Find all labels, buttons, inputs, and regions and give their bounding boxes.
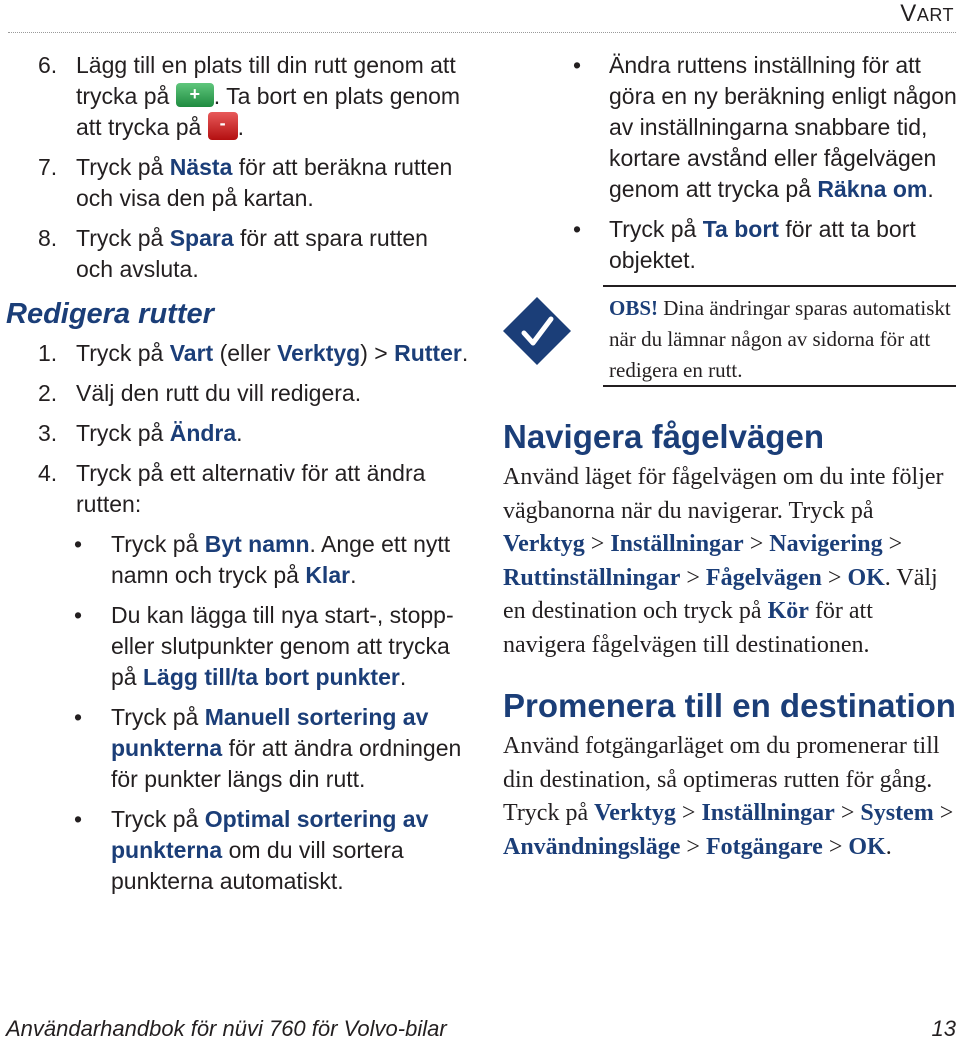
bullet-add-remove-points: • Du kan lägga till nya start-, stopp- eller slutpunkter genom att trycka på Lägg till/ta bort punkter. — [74, 602, 454, 690]
bullet-icon: • — [573, 216, 582, 242]
step-7: 7. Tryck på Nästa för att beräkna rutten och visa den på kartan. — [38, 154, 453, 211]
paragraph-off-road: Använd läget för fågelvägen om du inte följer vägbanorna när du navigerar. Tryck på Verktyg > Inställningar > Navigering > Ruttinställningar > Fågelvägen > OK. Välj en destination och tryck på Kör för att navigera fågelvägen till destinationen. — [503, 464, 944, 658]
bullet-icon: • — [74, 704, 83, 730]
bullet-rename: • Tryck på Byt namn. Ange ett nytt namn och tryck på Klar. — [74, 531, 451, 588]
bullet-icon: • — [74, 806, 83, 832]
bullet-manual-sort: • Tryck på Manuell sortering av punkterna för att ändra ordningen för punkter längs din rutt. — [74, 704, 462, 792]
footer-title: Användarhandbok för nüvi 760 för Volvo-bilar — [6, 1016, 447, 1041]
edit-step-2: 2. Välj den rutt du vill redigera. — [38, 380, 362, 406]
note-rule-top — [603, 285, 956, 287]
right-column — [503, 50, 958, 864]
add-point-icon: + — [176, 83, 214, 107]
note-text: OBS! Dina ändringar sparas automatiskt när du lämnar någon av sidorna för att redigera en rutt. — [609, 296, 951, 382]
note-box — [503, 285, 958, 389]
edit-step-3: 3. Tryck på Ändra. — [38, 420, 243, 446]
bullet-delete: • Tryck på Ta bort för att ta bort objektet. — [573, 216, 916, 273]
section-title-edit-routes: Redigera rutter — [6, 298, 214, 330]
bullet-recalculate: • Ändra ruttens inställning för att göra en ny beräkning enligt någon av inställningarna snabbare tid, kortare avstånd eller fågelvägen genom att trycka på Räkna om. — [573, 52, 957, 202]
step-6: 6. Lägg till en plats till din rutt genom att trycka på + . Ta bort en plats genom att trycka på - . — [38, 52, 461, 140]
page-footer — [6, 1016, 956, 1042]
heading-walk-to-destination: Promenera till en destination — [503, 687, 956, 724]
bullet-optimal-sort: • Tryck på Optimal sortering av punkterna om du vill sortera punkterna automatiskt. — [74, 806, 429, 894]
step-8: 8. Tryck på Spara för att spara rutten och avsluta. — [38, 225, 428, 282]
header-rule — [8, 32, 956, 33]
edit-step-4: 4. Tryck på ett alternativ för att ändra rutten: — [38, 460, 426, 517]
note-check-icon — [503, 297, 571, 365]
running-header: VART — [900, 0, 954, 27]
bullet-icon: • — [74, 531, 83, 557]
heading-navigate-off-road: Navigera fågelvägen — [503, 418, 824, 455]
bullet-icon: • — [573, 52, 582, 78]
remove-point-icon: - — [208, 112, 238, 140]
edit-step-1: 1. Tryck på Vart (eller Verktyg) > Rutter. — [38, 340, 469, 366]
bullet-icon: • — [74, 602, 83, 628]
page-number: 13 — [931, 1016, 956, 1041]
paragraph-pedestrian: Använd fotgängarläget om du promenerar till din destination, så optimeras rutten för gång. Tryck på Verktyg > Inställningar > System > Användningsläge > Fotgängare > OK. — [503, 733, 954, 860]
note-rule-bottom — [603, 385, 956, 387]
